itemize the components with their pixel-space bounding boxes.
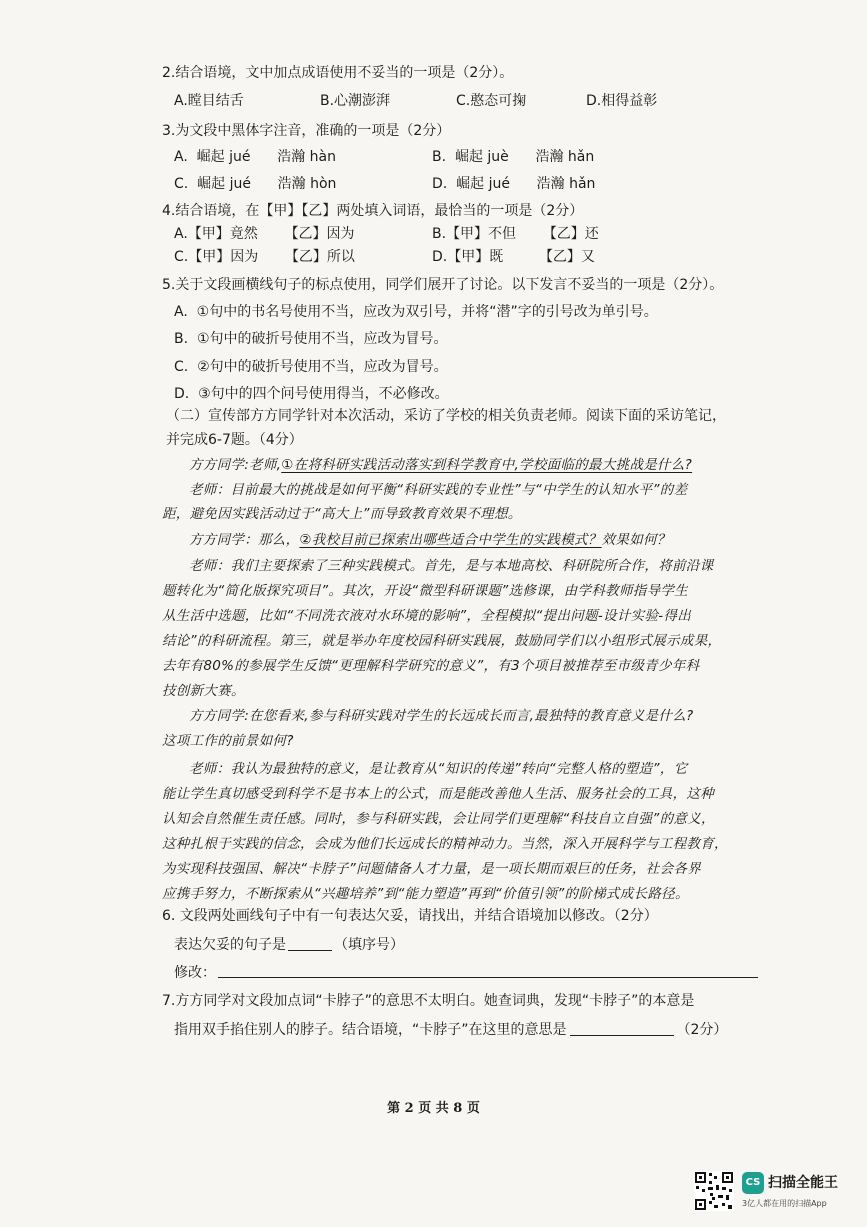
q3-stem: 3.为文段中黑体字注音，准确的一项是（2分） [162, 123, 451, 139]
interview-answer-2-line1: 老师：我们主要探索了三种实践模式。首先，是与本地高校、科研院所合作，将前沿课 [189, 558, 714, 574]
underlined-sentence-1: ①在将科研实践活动落实到科学教育中,学校面临的最大挑战是什么? [281, 457, 693, 473]
interview-answer-3-line4: 这种扎根于实践的信念，会成为他们长远成长的精神动力。当然，深入开展科学与工程教育， [162, 836, 728, 852]
interview-question-1 [189, 455, 692, 475]
interview-question-3-line2: 这项工作的前景如何? [162, 733, 294, 749]
q6-answer-blank[interactable] [288, 936, 332, 951]
q4-option-c: C.【甲】因为 【乙】所以 [174, 249, 355, 265]
interview-question-3-line1: 方方同学:在您看来,参与科研实践对学生的长远成长而言,最独特的教育意义是什么? [189, 708, 694, 724]
interview-answer-3-line6: 应携手努力，不断探索从“兴趣培养”到“能力塑造”再到“价值引领”的阶梯式成长路径。 [162, 886, 689, 902]
q5-option-d: D. ③句中的四个问号使用得当，不必修改。 [174, 386, 449, 402]
q7-line2-prefix: 指用双手掐住别人的脖子。结合语境，“卡脖子”在这里的意思是 [174, 1022, 567, 1038]
speaker-fangfang-2: 方方同学：那么， [189, 532, 300, 548]
q4-option-d: D.【甲】既 【乙】又 [432, 249, 595, 265]
camscanner-logo: CS [742, 1172, 764, 1194]
q5-option-a: A. ①句中的书名号使用不当，应改为双引号，并将“潜”字的引号改为单引号。 [174, 304, 658, 320]
q2-option-a: A.瞠目结舌 [174, 93, 244, 109]
q5-option-c: C. ②句中的破折号使用不当，应改为冒号。 [174, 359, 448, 375]
interview-answer-2-line6: 技创新大赛。 [162, 683, 245, 699]
q2-option-d: D.相得益彰 [586, 93, 658, 109]
q7-line2 [174, 1020, 727, 1040]
q3-option-b: B. 崛起 juè 浩瀚 hǎn [432, 149, 595, 165]
section-2-intro-line1: （二）宣传部方方同学针对本次活动，采访了学校的相关负责老师。阅读下面的采访笔记， [166, 408, 726, 424]
q5-option-b: B. ①句中的破折号使用不当，应改为冒号。 [174, 331, 448, 347]
q6-revise-label: 修改： [174, 965, 216, 981]
q4-option-b: B.【甲】不但 【乙】还 [432, 226, 599, 242]
q6-stem: 6. 文段两处画线句子中有一句表达欠妥，请找出，并结合语境加以修改。（2分） [162, 908, 658, 924]
interview-answer-2-line4: 结论”的科研流程。第三，就是举办年度校园科研实践展，鼓励同学们以小组形式展示成果， [162, 633, 722, 649]
interview-answer-2-line5: 去年有80%的参展学生反馈“更理解科学研究的意义”，有3个项目被推荐至市级青少年科 [162, 658, 700, 674]
q7-line1: 7.方方同学对文段加点词“卡脖子”的意思不太明白。她查词典，发现“卡脖子”的本意是 [162, 993, 695, 1009]
q2-option-b: B.心潮澎湃 [320, 93, 391, 109]
brand-name: 扫描全能王 [768, 1175, 838, 1191]
q6-revise-blank[interactable] [218, 977, 758, 978]
q3-option-a: A. 崛起 jué 浩瀚 hàn [174, 149, 336, 165]
interview-answer-1-line1: 老师：目前最大的挑战是如何平衡“科研实践的专业性”与“中学生的认知水平”的差 [189, 482, 688, 498]
interview-answer-3-line5: 为实现科技强国、解决“卡脖子”问题储备人才力量，是一项长期而艰巨的任务，社会各界 [162, 861, 701, 877]
interview-answer-3-line3: 认知会自然催生责任感。同时，参与科研实践，会让同学们更理解“科技自立自强”的意义， [162, 811, 715, 827]
speaker-fangfang: 方方同学:老师, [189, 457, 282, 473]
q5-stem: 5.关于文段画横线句子的标点使用，同学们展开了讨论。以下发言不妥当的一项是（2分）。 [162, 277, 724, 293]
q4-option-a: A.【甲】竟然 【乙】因为 [174, 226, 355, 242]
q7-answer-blank[interactable] [570, 1021, 674, 1036]
q3-option-c: C. 崛起 jué 浩瀚 hòn [174, 176, 337, 192]
q7-line2-suffix: （2分） [676, 1022, 728, 1038]
interview-answer-3-line1: 老师：我认为最独特的意义，是让教育从“知识的传递”转向“完整人格的塑造”，它 [189, 761, 688, 777]
brand-tagline: 3亿人都在用的扫描App [742, 1199, 827, 1208]
q6-answer-line [174, 935, 404, 955]
q4-stem: 4.结合语境，在【甲】【乙】两处填入词语，最恰当的一项是（2分） [162, 203, 584, 219]
q2-stem: 2.结合语境，文中加点成语使用不妥当的一项是（2分）。 [162, 65, 514, 81]
q6-answer-prefix: 表达欠妥的句子是 [174, 937, 286, 953]
scanner-brand [742, 1172, 860, 1216]
interview-answer-2-line2: 题转化为“简化版探究项目”。其次，开设“微型科研课题”选修课，由学科教师指导学生 [162, 583, 688, 599]
underlined-sentence-2: ②我校目前已探索出哪些适合中学生的实践模式？ [299, 532, 602, 548]
interview-answer-1-line2: 距，避免因实践活动过于“高大上”而导致教育效果不理想。 [162, 506, 522, 522]
q6-answer-suffix: （填序号） [334, 937, 404, 953]
page-number: 第 2 页 共 8 页 [387, 1101, 480, 1116]
question-2-tail: 效果如何？ [601, 532, 671, 548]
q2-option-c: C.憨态可掬 [456, 93, 527, 109]
interview-answer-3-line2: 能让学生真切感受到科学不是书本上的公式，而是能改善他人生活、服务社会的工具，这种 [162, 786, 714, 802]
section-2-intro-line2: 并完成6-7题。（4分） [166, 432, 303, 448]
q3-option-d: D. 崛起 jué 浩瀚 hǎn [432, 176, 596, 192]
qr-code-icon [694, 1171, 734, 1211]
interview-answer-2-line3: 从生活中选题，比如“不同洗衣液对水环境的影响”，全程模拟“提出问题-设计实验-得出 [162, 608, 692, 624]
interview-question-2 [189, 530, 671, 550]
